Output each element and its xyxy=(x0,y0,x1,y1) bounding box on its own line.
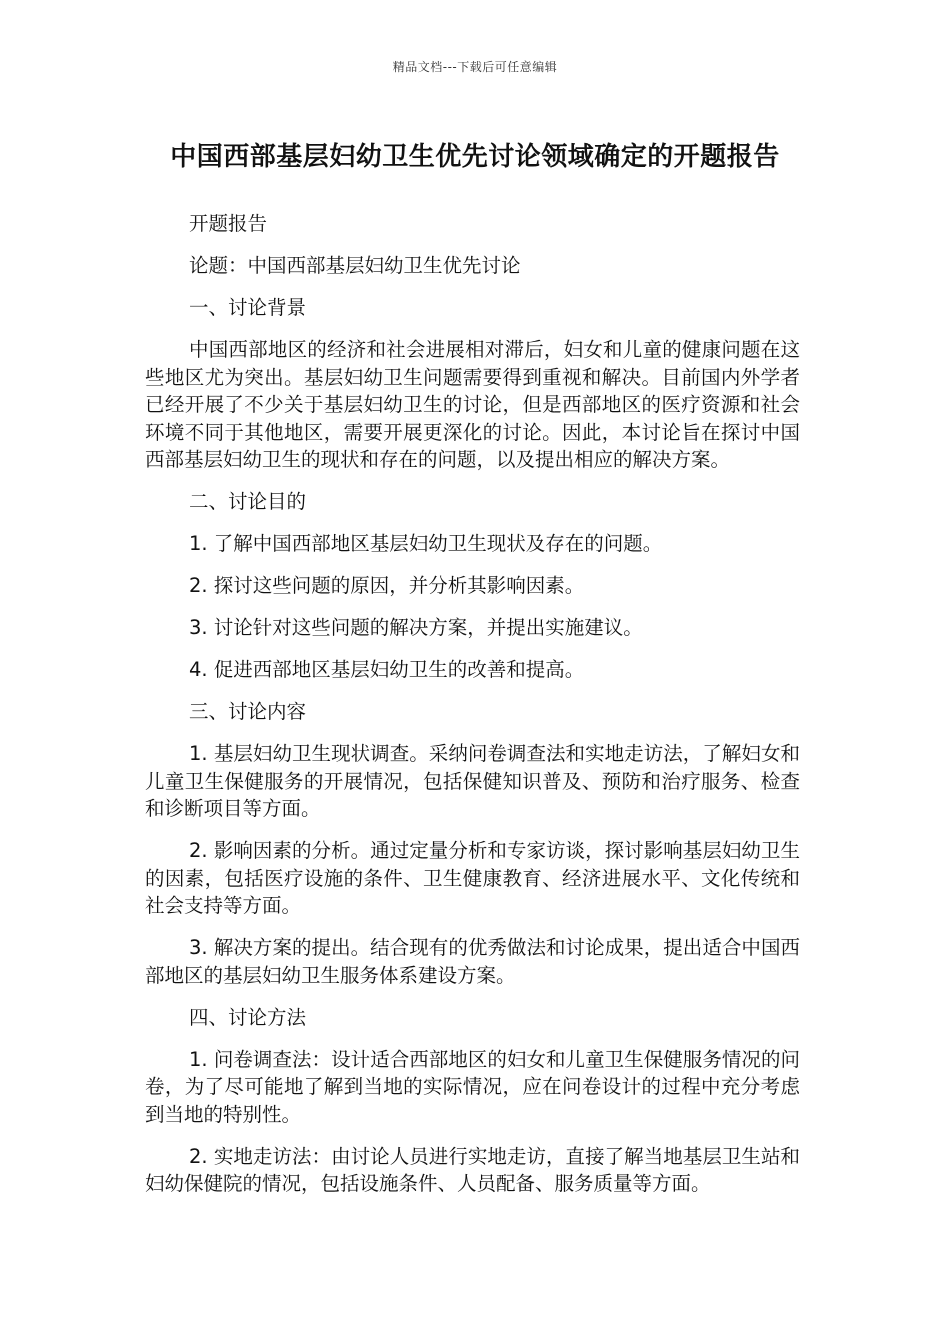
method-item: 2. 实地走访法：由讨论人员进行实地走访，直接了解当地基层卫生站和妇幼保健院的情况，包括设施条件、人员配备、服务质量等方面。 xyxy=(145,1144,800,1195)
content-item: 3. 解决方案的提出。结合现有的优秀做法和讨论成果，提出适合中国西部地区的基层妇幼卫生服务体系建设方案。 xyxy=(145,936,800,987)
method-item: 1. 问卷调查法：设计适合西部地区的妇女和儿童卫生保健服务情况的问卷，为了尽可能地了解到当地的实际情况，应在问卷设计的过程中充分考虑到当地的特别性。 xyxy=(145,1047,800,1126)
document-title: 中国西部基层妇幼卫生优先讨论领域确定的开题报告 xyxy=(170,142,780,172)
section-heading-content: 三、讨论内容 xyxy=(189,700,307,723)
content-item: 2. 影响因素的分析。通过定量分析和专家访谈，探讨影响基层妇幼卫生的因素，包括医疗设施的条件、卫生健康教育、经济进展水平、文化传统和社会支持等方面。 xyxy=(145,839,800,917)
purpose-item: 1. 了解中国西部地区基层妇幼卫生现状及存在的问题。 xyxy=(189,532,663,555)
document-body xyxy=(145,210,800,1212)
purpose-item: 2. 探讨这些问题的原因，并分析其影响因素。 xyxy=(189,574,585,597)
content-item: 1. 基层妇幼卫生现状调查。采纳问卷调查法和实地走访法，了解妇女和儿童卫生保健服务的开展情况，包括保健知识普及、预防和治疗服务、检查和诊断项目等方面。 xyxy=(145,742,800,820)
section-heading-methods: 四、讨论方法 xyxy=(189,1005,307,1029)
paragraph-report-label: 开题报告 xyxy=(189,212,268,235)
section-heading-purpose: 二、讨论目的 xyxy=(189,490,307,513)
header-note: 精品文档---下载后可任意编辑 xyxy=(392,60,558,74)
section-heading-background: 一、讨论背景 xyxy=(189,296,307,319)
paragraph-background: 中国西部地区的经济和社会进展相对滞后，妇女和儿童的健康问题在这些地区尤为突出。基层妇幼卫生问题需要得到重视和解决。目前国内外学者已经开展了不少关于基层妇幼卫生的讨论，但是西部地区的医疗资源和社会环境不同于其他地区，需要开展更深化的讨论。因此，本讨论旨在探讨中国西部基层妇幼卫生的现状和存在的问题，以及提出相应的解决方案。 xyxy=(145,338,800,471)
purpose-item: 4. 促进西部地区基层妇幼卫生的改善和提高。 xyxy=(189,658,585,681)
purpose-item: 3. 讨论针对这些问题的解决方案，并提出实施建议。 xyxy=(189,616,643,639)
paragraph-topic: 论题：中国西部基层妇幼卫生优先讨论 xyxy=(189,254,521,277)
